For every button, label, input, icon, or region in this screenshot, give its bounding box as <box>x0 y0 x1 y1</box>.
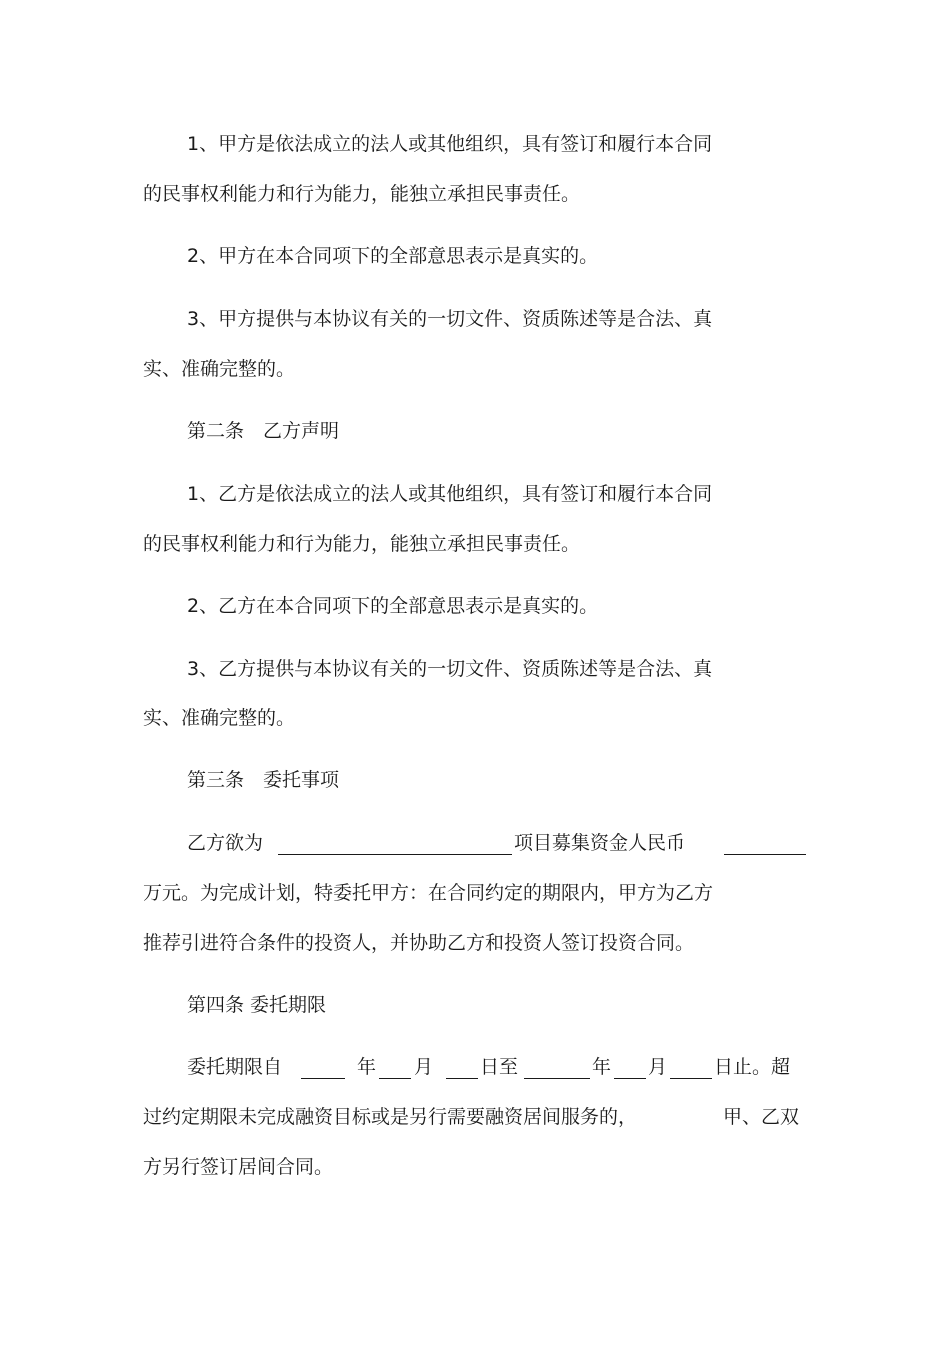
s4-year-label-2: 年 <box>592 1056 612 1078</box>
s2-item3-line2: 实、准确完整的。 <box>143 707 296 729</box>
s2-item3-line1: 3、乙方提供与本协议有关的一切文件、资质陈述等是合法、真 <box>187 658 713 680</box>
s2-item2: 2、乙方在本合同项下的全部意思表示是真实的。 <box>187 595 599 617</box>
section2-heading: 第二条 乙方声明 <box>187 420 340 442</box>
s1-item3-line2: 实、准确完整的。 <box>143 358 296 380</box>
s4-line2-main: 过约定期限未完成融资目标或是另行需要融资居间服务的， <box>143 1106 638 1128</box>
s4-month-label-1: 月 <box>414 1056 434 1078</box>
end-month-blank[interactable] <box>614 1078 646 1079</box>
s1-item1-line1: 1、甲方是依法成立的法人或其他组织，具有签订和履行本合同 <box>187 133 713 155</box>
s4-line2-tail: 甲、乙双 <box>723 1106 800 1128</box>
s1-item3-line1: 3、甲方提供与本协议有关的一切文件、资质陈述等是合法、真 <box>187 308 713 330</box>
s3-line1-prefix: 乙方欲为 <box>187 832 264 854</box>
amount-blank[interactable] <box>724 854 806 855</box>
s4-line1-prefix: 委托期限自 <box>187 1056 283 1078</box>
end-year-blank[interactable] <box>524 1078 590 1079</box>
s2-item1-line1: 1、乙方是依法成立的法人或其他组织，具有签订和履行本合同 <box>187 483 713 505</box>
end-day-blank[interactable] <box>670 1078 712 1079</box>
s4-month-label-2: 月 <box>648 1056 668 1078</box>
start-month-blank[interactable] <box>379 1078 411 1079</box>
section3-heading: 第三条 委托事项 <box>187 769 340 791</box>
s3-line3: 推荐引进符合条件的投资人，并协助乙方和投资人签订投资合同。 <box>143 932 695 954</box>
start-year-blank[interactable] <box>301 1078 345 1079</box>
s2-item1-line2: 的民事权利能力和行为能力，能独立承担民事责任。 <box>143 533 581 555</box>
s4-line1-suffix: 日止。超 <box>714 1056 791 1078</box>
s1-item1-line2: 的民事权利能力和行为能力，能独立承担民事责任。 <box>143 183 581 205</box>
s4-day-to-label: 日至 <box>480 1056 519 1078</box>
s4-year-label-1: 年 <box>357 1056 377 1078</box>
s1-item2: 2、甲方在本合同项下的全部意思表示是真实的。 <box>187 245 599 267</box>
project-name-blank[interactable] <box>278 854 512 855</box>
section4-heading: 第四条 委托期限 <box>187 994 327 1016</box>
s3-line1-middle: 项目募集资金人民币 <box>514 832 686 854</box>
s4-line3: 方另行签订居间合同。 <box>143 1156 334 1178</box>
start-day-blank[interactable] <box>446 1078 478 1079</box>
s3-line2: 万元。为完成计划，特委托甲方：在合同约定的期限内，甲方为乙方 <box>143 882 714 904</box>
